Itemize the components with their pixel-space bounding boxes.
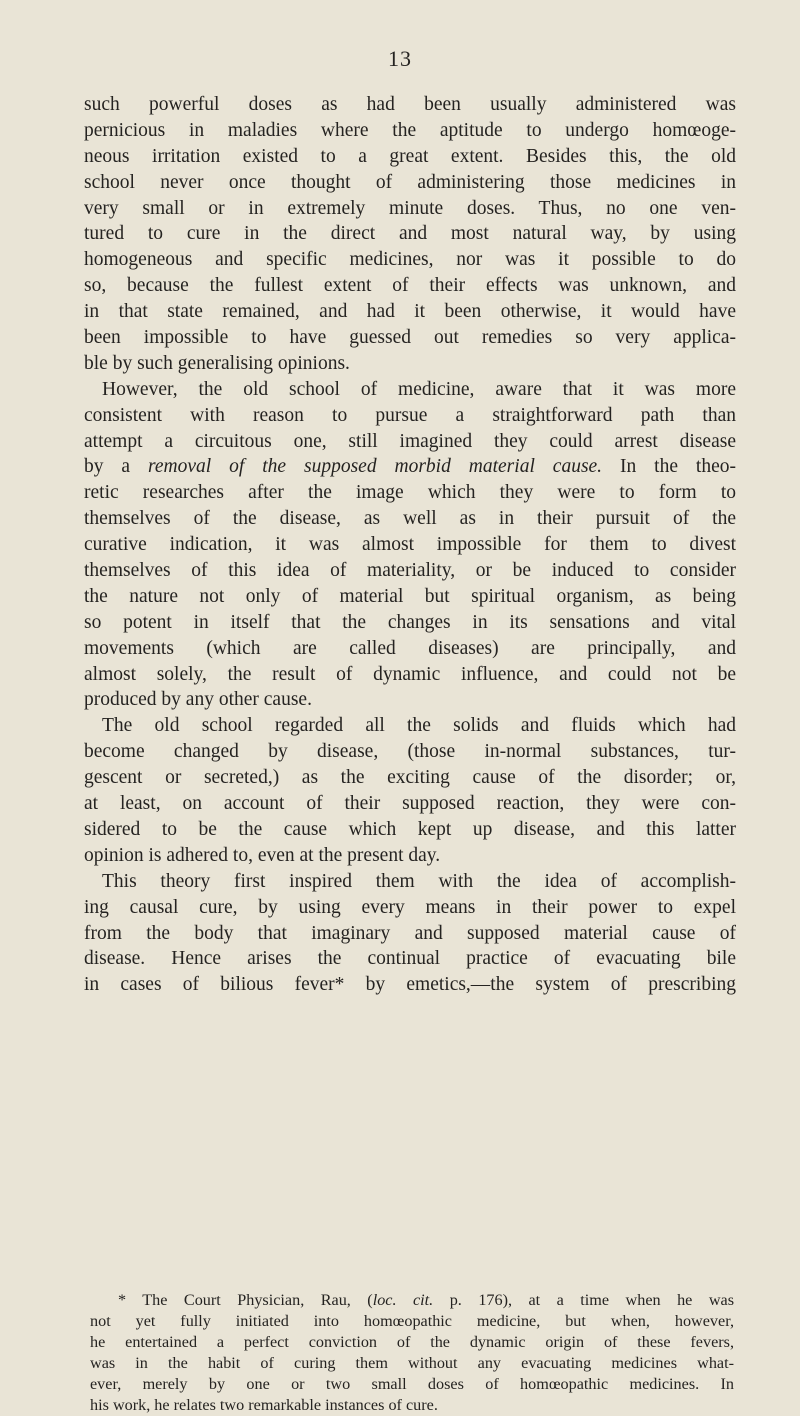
text-line: consistent with reason to pursue a straightforward path than bbox=[84, 404, 736, 426]
text-line: curative indication, it was almost impossible for them to divest bbox=[84, 534, 736, 556]
text-line: so potent in itself that the changes in its sensations and vital bbox=[84, 611, 736, 633]
footnote-line: was in the habit of curing them without any evacuating medicines what- bbox=[90, 1354, 734, 1372]
text-line: The old school regarded all the solids and fluids which had bbox=[102, 715, 736, 737]
footnote-line: he entertained a perfect conviction of the dynamic origin of these fevers, bbox=[90, 1333, 734, 1351]
text-line: movements (which are called diseases) are principally, and bbox=[84, 637, 736, 659]
text-line: very small or in extremely minute doses. Thus, no one ven- bbox=[84, 197, 736, 219]
footnote-line: his work, he relates two remarkable instances of cure. bbox=[90, 1396, 438, 1414]
text-line: become changed by disease, (those in-normal substances, tur- bbox=[84, 741, 736, 763]
body-text bbox=[84, 92, 736, 998]
text-line: from the body that imaginary and supposed material cause of bbox=[84, 922, 736, 944]
text-line: themselves of the disease, as well as in their pursuit of the bbox=[84, 508, 736, 530]
italic-citation: loc. cit. bbox=[372, 1291, 434, 1309]
text-line: retic researches after the image which they were to form to bbox=[84, 482, 736, 504]
text-line: gescent or secreted,) as the exciting cause of the disorder; or, bbox=[84, 767, 736, 789]
footnote-line: not yet fully initiated into homœopathic medicine, but when, however, bbox=[90, 1312, 734, 1330]
footnote bbox=[90, 1290, 734, 1416]
text-line: disease. Hence arises the continual practice of evacuating bile bbox=[84, 948, 736, 970]
text-line: by a removal of the supposed morbid material cause. In the theo- bbox=[84, 456, 736, 478]
text-line: opinion is adhered to, even at the present day. bbox=[84, 844, 441, 866]
text-line: almost solely, the result of dynamic influence, and could not be bbox=[84, 663, 736, 685]
text-line: homogeneous and specific medicines, nor was it possible to do bbox=[84, 249, 736, 271]
italic-phrase: removal of the supposed morbid material cause. bbox=[148, 456, 603, 478]
text-line: themselves of this idea of materiality, or be induced to consider bbox=[84, 560, 736, 582]
text-line: produced by any other cause. bbox=[84, 689, 312, 711]
page-number: 13 bbox=[388, 46, 412, 71]
text-line: school never once thought of administering those medicines in bbox=[84, 171, 736, 193]
text-line: been impossible to have guessed out remedies so very applica- bbox=[84, 327, 736, 349]
text-line: ble by such generalising opinions. bbox=[84, 352, 350, 374]
text-line: such powerful doses as had been usually administered was bbox=[84, 94, 736, 115]
text-line: ing causal cure, by using every means in their power to expel bbox=[84, 896, 736, 918]
text-line: neous irritation existed to a great extent. Besides this, the old bbox=[84, 145, 736, 167]
text-line: in cases of bilious fever* by emetics,—the system of prescribing bbox=[84, 974, 736, 996]
text-line: attempt a circuitous one, still imagined they could arrest disease bbox=[84, 430, 736, 452]
footnote-line: * The Court Physician, Rau, (loc. cit. p. 176), at a time when he was bbox=[118, 1291, 734, 1309]
text-line: in that state remained, and had it been otherwise, it would have bbox=[84, 301, 736, 323]
text-line: sidered to be the cause which kept up disease, and this latter bbox=[84, 818, 736, 840]
text-line: tured to cure in the direct and most natural way, by using bbox=[84, 223, 736, 245]
text-line: This theory first inspired them with the idea of accomplish- bbox=[102, 870, 736, 892]
text-line: However, the old school of medicine, aware that it was more bbox=[102, 378, 736, 400]
text-line: pernicious in maladies where the aptitude to undergo homœoge- bbox=[84, 119, 736, 141]
text-line: the nature not only of material but spiritual organism, as being bbox=[84, 585, 736, 607]
text-line: so, because the fullest extent of their effects was unknown, and bbox=[84, 275, 736, 297]
text-line: at least, on account of their supposed reaction, they were con- bbox=[84, 793, 736, 815]
footnote-line: ever, merely by one or two small doses of homœopathic medicines. In bbox=[90, 1375, 734, 1393]
